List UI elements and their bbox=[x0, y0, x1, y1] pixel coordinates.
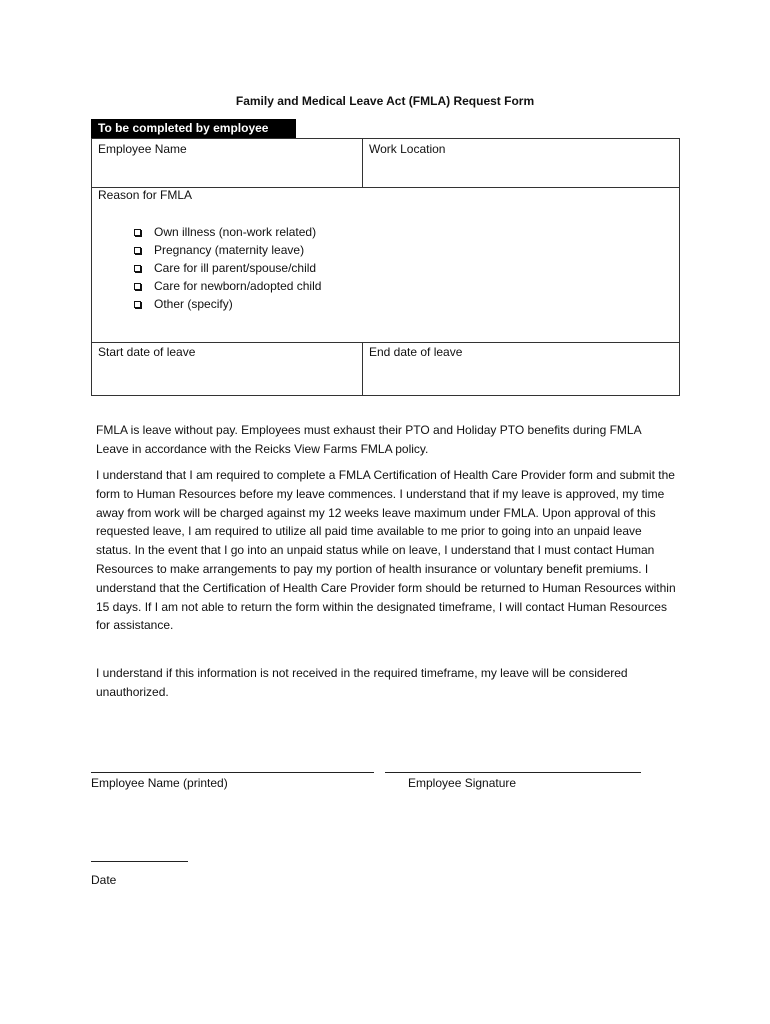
start-date-field[interactable] bbox=[92, 342, 362, 396]
reason-option-label: Other (specify) bbox=[154, 297, 233, 311]
start-date-label: Start date of leave bbox=[98, 345, 196, 359]
signature-line[interactable] bbox=[385, 772, 641, 773]
reason-option[interactable] bbox=[134, 259, 321, 277]
reason-option-label: Own illness (non-work related) bbox=[154, 225, 317, 239]
section-banner: To be completed by employee bbox=[91, 119, 296, 138]
reason-option[interactable] bbox=[134, 223, 321, 241]
end-date-field[interactable] bbox=[363, 342, 680, 396]
form-title: Family and Medical Leave Act (FMLA) Request Form bbox=[235, 94, 535, 108]
reason-label: Reason for FMLA bbox=[98, 188, 193, 202]
employee-name-label: Employee Name bbox=[98, 142, 187, 156]
acknowledgement-paragraph: I understand that I am required to complete a FMLA Certification of Health Care Provider form and submit the form to Human Resources before my leave commences. I understand that if my leave is approved, my time away from work will be charged against my 12 weeks leave maximum under FMLA. Upon approval of this requested leave, I am required to utilize all paid time available to me prior to going into an unpaid leave status. In the event that I go into an unpaid status while on leave, I understand that I must contact Human Resources to make arrangements to pay my portion of health insurance or voluntary benefit premiums. I understand that the Certification of Health Care Provider form should be returned to Human Resources within 15 days. If I am not able to return the form within the designated timeframe, I will contact Human Resources for assistance. bbox=[96, 468, 676, 633]
work-location-label: Work Location bbox=[369, 142, 446, 156]
date-line[interactable] bbox=[91, 861, 188, 862]
reason-checklist bbox=[134, 223, 321, 313]
unauthorized-paragraph: I understand if this information is not received in the required timeframe, my leave will be considered unauthorized. bbox=[96, 666, 628, 699]
reason-option[interactable] bbox=[134, 277, 321, 295]
checkbox-icon[interactable] bbox=[134, 265, 141, 272]
checkbox-icon[interactable] bbox=[134, 247, 141, 254]
reason-option[interactable] bbox=[134, 241, 321, 259]
signature-label: Employee Signature bbox=[408, 776, 517, 790]
reason-option-label: Pregnancy (maternity leave) bbox=[154, 243, 305, 257]
reason-option-label: Care for ill parent/spouse/child bbox=[154, 261, 317, 275]
employee-name-field[interactable] bbox=[92, 139, 362, 187]
work-location-field[interactable] bbox=[363, 139, 680, 187]
checkbox-icon[interactable] bbox=[134, 229, 141, 236]
reason-option[interactable] bbox=[134, 295, 321, 313]
checkbox-icon[interactable] bbox=[134, 301, 141, 308]
name-printed-label: Employee Name (printed) bbox=[91, 776, 228, 790]
employee-form-table bbox=[91, 138, 680, 396]
reason-option-label: Care for newborn/adopted child bbox=[154, 279, 322, 293]
date-label: Date bbox=[91, 873, 117, 887]
pto-paragraph: FMLA is leave without pay. Employees must exhaust their PTO and Holiday PTO benefits during FMLA Leave in accordance with the Reicks View Farms FMLA policy. bbox=[96, 423, 641, 456]
end-date-label: End date of leave bbox=[369, 345, 463, 359]
name-printed-line[interactable] bbox=[91, 772, 374, 773]
checkbox-icon[interactable] bbox=[134, 283, 141, 290]
